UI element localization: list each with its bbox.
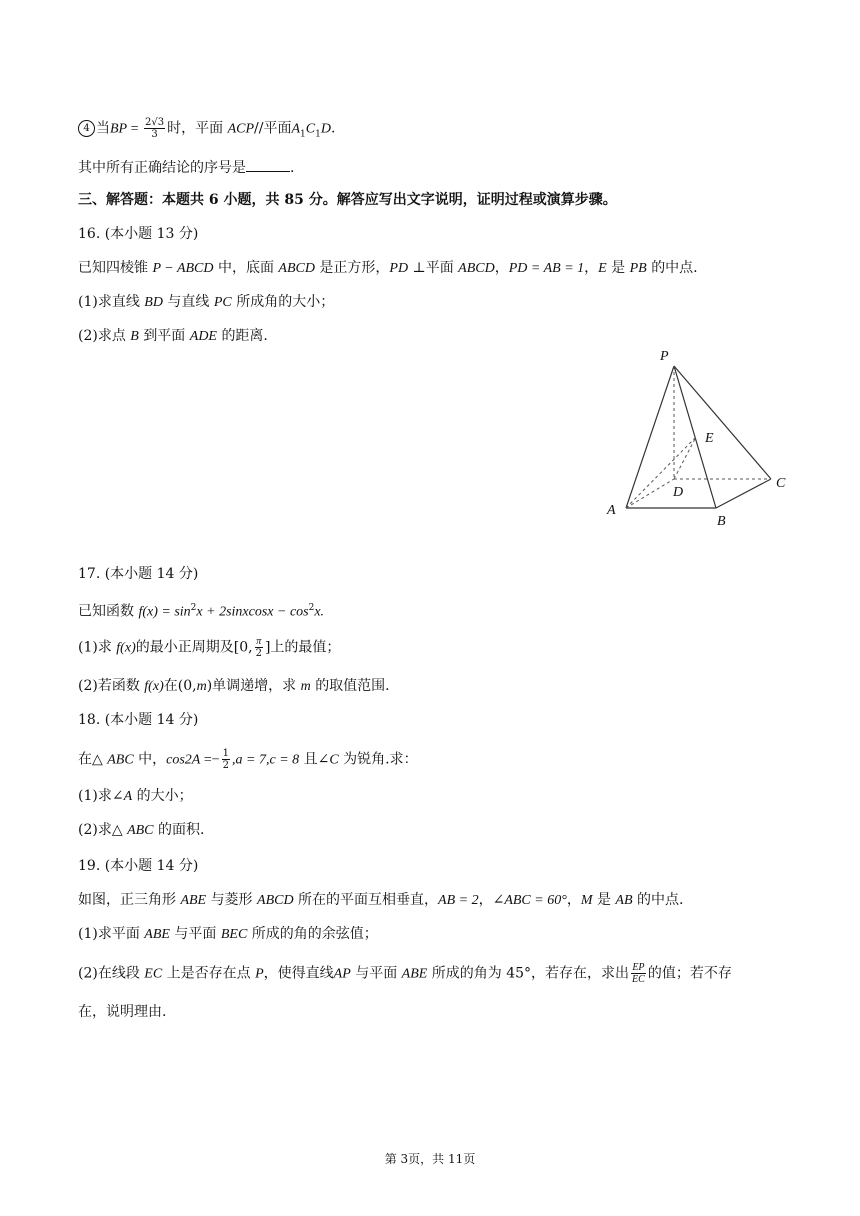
statement-4 bbox=[78, 117, 820, 144]
text: 的取值范围. bbox=[315, 678, 390, 694]
text: 与平面 bbox=[174, 926, 217, 942]
text: ]上的最值； bbox=[264, 639, 341, 656]
math: m bbox=[300, 679, 311, 694]
edge-BC bbox=[716, 479, 771, 508]
q17-stem bbox=[78, 598, 820, 623]
answer-blank bbox=[246, 159, 290, 172]
text: ⊥平面 bbox=[412, 260, 454, 276]
page-footer: 第 3页，共 11页 bbox=[384, 1152, 476, 1166]
text: 在△ bbox=[78, 751, 103, 768]
text: 所成的角的余弦值； bbox=[251, 926, 378, 942]
text: 所在的平面互相垂直， bbox=[298, 892, 439, 908]
superscript: 2 bbox=[308, 603, 315, 613]
q19-header: 19. (本小题 14 分) bbox=[78, 858, 199, 874]
math: AB = 2 bbox=[438, 893, 479, 908]
math: E bbox=[598, 261, 607, 276]
text: 的最小正周期及[0, bbox=[135, 639, 253, 656]
math: x. bbox=[314, 604, 325, 620]
math: x + 2sinxcosx − cos bbox=[196, 604, 309, 620]
text: ， bbox=[566, 892, 581, 908]
text: 其中所有正确结论的序号是 bbox=[78, 160, 246, 176]
math: BD bbox=[144, 295, 163, 310]
superscript: 2 bbox=[190, 603, 197, 613]
text: (1)求平面 bbox=[78, 926, 140, 942]
edge-AD bbox=[626, 479, 674, 508]
text: 所成角的大小； bbox=[236, 294, 335, 310]
q19-part1 bbox=[78, 924, 820, 945]
q16-header: 16. (本小题 13 分) bbox=[78, 226, 199, 242]
fraction-numerator: EP bbox=[632, 962, 645, 973]
text: ， bbox=[584, 260, 599, 276]
math: PD = AB = 1 bbox=[508, 261, 585, 276]
fraction-denominator: 2 bbox=[255, 648, 262, 659]
text: 上是否存在点 bbox=[166, 965, 251, 982]
circled-number: 4 bbox=[78, 120, 95, 137]
text: 时，平面 bbox=[167, 120, 224, 137]
label-C: C bbox=[776, 476, 786, 491]
text: )单调递增，求 bbox=[206, 678, 297, 694]
math: A bbox=[291, 121, 301, 137]
text: 是 bbox=[596, 892, 611, 908]
text: (1)求直线 bbox=[78, 294, 140, 310]
label-B: B bbox=[717, 514, 726, 529]
text: ，使得直线 bbox=[263, 965, 334, 982]
text: 到平面 bbox=[143, 328, 186, 344]
math: ABCD bbox=[458, 261, 495, 276]
subscript: 1 bbox=[315, 129, 321, 140]
text: (2)求点 bbox=[78, 328, 126, 344]
edge-PA bbox=[626, 366, 674, 508]
text: 的值；若不存 bbox=[647, 965, 732, 982]
math: ABC bbox=[127, 823, 154, 838]
text: 的大小； bbox=[136, 788, 193, 804]
math: PC bbox=[213, 295, 232, 310]
math: ABE bbox=[401, 966, 428, 982]
text: 已知四棱锥 bbox=[78, 260, 148, 276]
fraction bbox=[222, 748, 230, 771]
math: cos2A bbox=[166, 752, 201, 768]
text: 当 bbox=[96, 120, 110, 137]
label-A: A bbox=[607, 503, 616, 518]
math: m bbox=[196, 679, 207, 694]
math: ABCD bbox=[257, 893, 294, 908]
section-heading: 三、解答题：本题共 6 小题，共 85 分。解答应写出文字说明，证明过程或演算步骤。 bbox=[78, 192, 617, 208]
summary-question bbox=[78, 158, 820, 178]
math: ABC bbox=[107, 752, 134, 768]
q17-part1 bbox=[78, 636, 820, 659]
edge-PC bbox=[674, 366, 771, 479]
math: = bbox=[127, 121, 143, 137]
text: 的面积. bbox=[157, 822, 205, 838]
math: ABCD bbox=[278, 261, 315, 276]
text: 为锐角.求： bbox=[343, 751, 418, 768]
fraction bbox=[631, 962, 646, 985]
label-E: E bbox=[705, 431, 714, 446]
math: P − ABCD bbox=[152, 261, 214, 276]
text: (1)求∠ bbox=[78, 788, 124, 804]
math: ACP bbox=[227, 121, 255, 137]
math: D bbox=[320, 121, 331, 137]
q18-header: 18. (本小题 14 分) bbox=[78, 712, 199, 728]
math: ADE bbox=[189, 329, 217, 344]
text: 在，说明理由. bbox=[78, 1004, 167, 1020]
text: 在(0, bbox=[163, 678, 197, 694]
text: 且∠ bbox=[303, 751, 330, 768]
text: (2)在线段 bbox=[78, 965, 140, 982]
q18-part2 bbox=[78, 820, 820, 841]
q16-part1 bbox=[78, 292, 820, 313]
pyramid-figure bbox=[596, 342, 796, 534]
math: C bbox=[305, 121, 316, 137]
fraction-numerator: π bbox=[256, 636, 262, 647]
q19-stem bbox=[78, 890, 820, 911]
fraction bbox=[255, 636, 263, 659]
math: BEC bbox=[220, 927, 248, 942]
math: P bbox=[255, 966, 264, 982]
text: 的中点. bbox=[636, 892, 684, 908]
segment-AE bbox=[626, 437, 696, 508]
text: (2)若函数 bbox=[78, 678, 140, 694]
text: 所成的角为 45°，若存在，求出 bbox=[431, 965, 630, 982]
fraction-denominator: 3 bbox=[151, 129, 158, 140]
math: f(x) bbox=[116, 640, 136, 656]
math: f(x) bbox=[144, 679, 164, 694]
text: 已知函数 bbox=[78, 603, 134, 620]
fraction-denominator: 2 bbox=[222, 760, 230, 771]
text: 与直线 bbox=[167, 294, 210, 310]
segment-DE bbox=[674, 437, 696, 479]
math: C bbox=[329, 752, 339, 768]
math: ABC = 60° bbox=[504, 893, 567, 908]
q16-stem bbox=[78, 258, 820, 279]
label-P: P bbox=[660, 349, 669, 364]
math: AB bbox=[615, 893, 633, 908]
math: ABE bbox=[180, 893, 207, 908]
q19-part2 bbox=[78, 962, 820, 985]
text: 如图，正三角形 bbox=[78, 892, 176, 908]
math: =− bbox=[200, 752, 220, 768]
text: (2)求△ bbox=[78, 822, 123, 838]
fraction-numerator: 2√3 bbox=[145, 117, 165, 128]
math: ,a = 7,c = 8 bbox=[232, 752, 300, 768]
q18-stem bbox=[78, 748, 820, 771]
text: 中， bbox=[138, 751, 167, 768]
text: 与菱形 bbox=[210, 892, 253, 908]
text: 中，底面 bbox=[217, 260, 274, 276]
math: AP bbox=[333, 966, 351, 982]
math: EC bbox=[144, 966, 163, 982]
q17-part2 bbox=[78, 676, 820, 697]
text: . bbox=[330, 120, 336, 137]
label-D: D bbox=[673, 485, 684, 500]
text: 的距离. bbox=[221, 328, 268, 344]
text: 与平面 bbox=[355, 965, 398, 982]
math: PD bbox=[389, 261, 409, 276]
text: (1)求 bbox=[78, 639, 112, 656]
math: B bbox=[130, 329, 139, 344]
math: BP bbox=[110, 121, 128, 137]
fraction bbox=[144, 117, 165, 140]
math: ABE bbox=[144, 927, 170, 942]
text: ， bbox=[494, 260, 509, 276]
text: . bbox=[290, 160, 295, 176]
subscript: 1 bbox=[300, 129, 306, 140]
q19-part2-cont bbox=[78, 1002, 820, 1022]
fraction-denominator: EC bbox=[632, 974, 645, 985]
math: M bbox=[580, 893, 593, 908]
math: A bbox=[123, 789, 133, 804]
q17-header: 17. (本小题 14 分) bbox=[78, 566, 199, 582]
text: 是正方形， bbox=[319, 260, 390, 276]
text: ，∠ bbox=[478, 892, 505, 908]
q18-part1 bbox=[78, 786, 820, 807]
text: 是 bbox=[611, 260, 626, 276]
math: PB bbox=[629, 261, 647, 276]
text: //平面 bbox=[254, 120, 292, 137]
fraction-numerator: 1 bbox=[222, 748, 230, 759]
text: 的中点. bbox=[651, 260, 698, 276]
math: f(x) = sin bbox=[138, 604, 191, 620]
